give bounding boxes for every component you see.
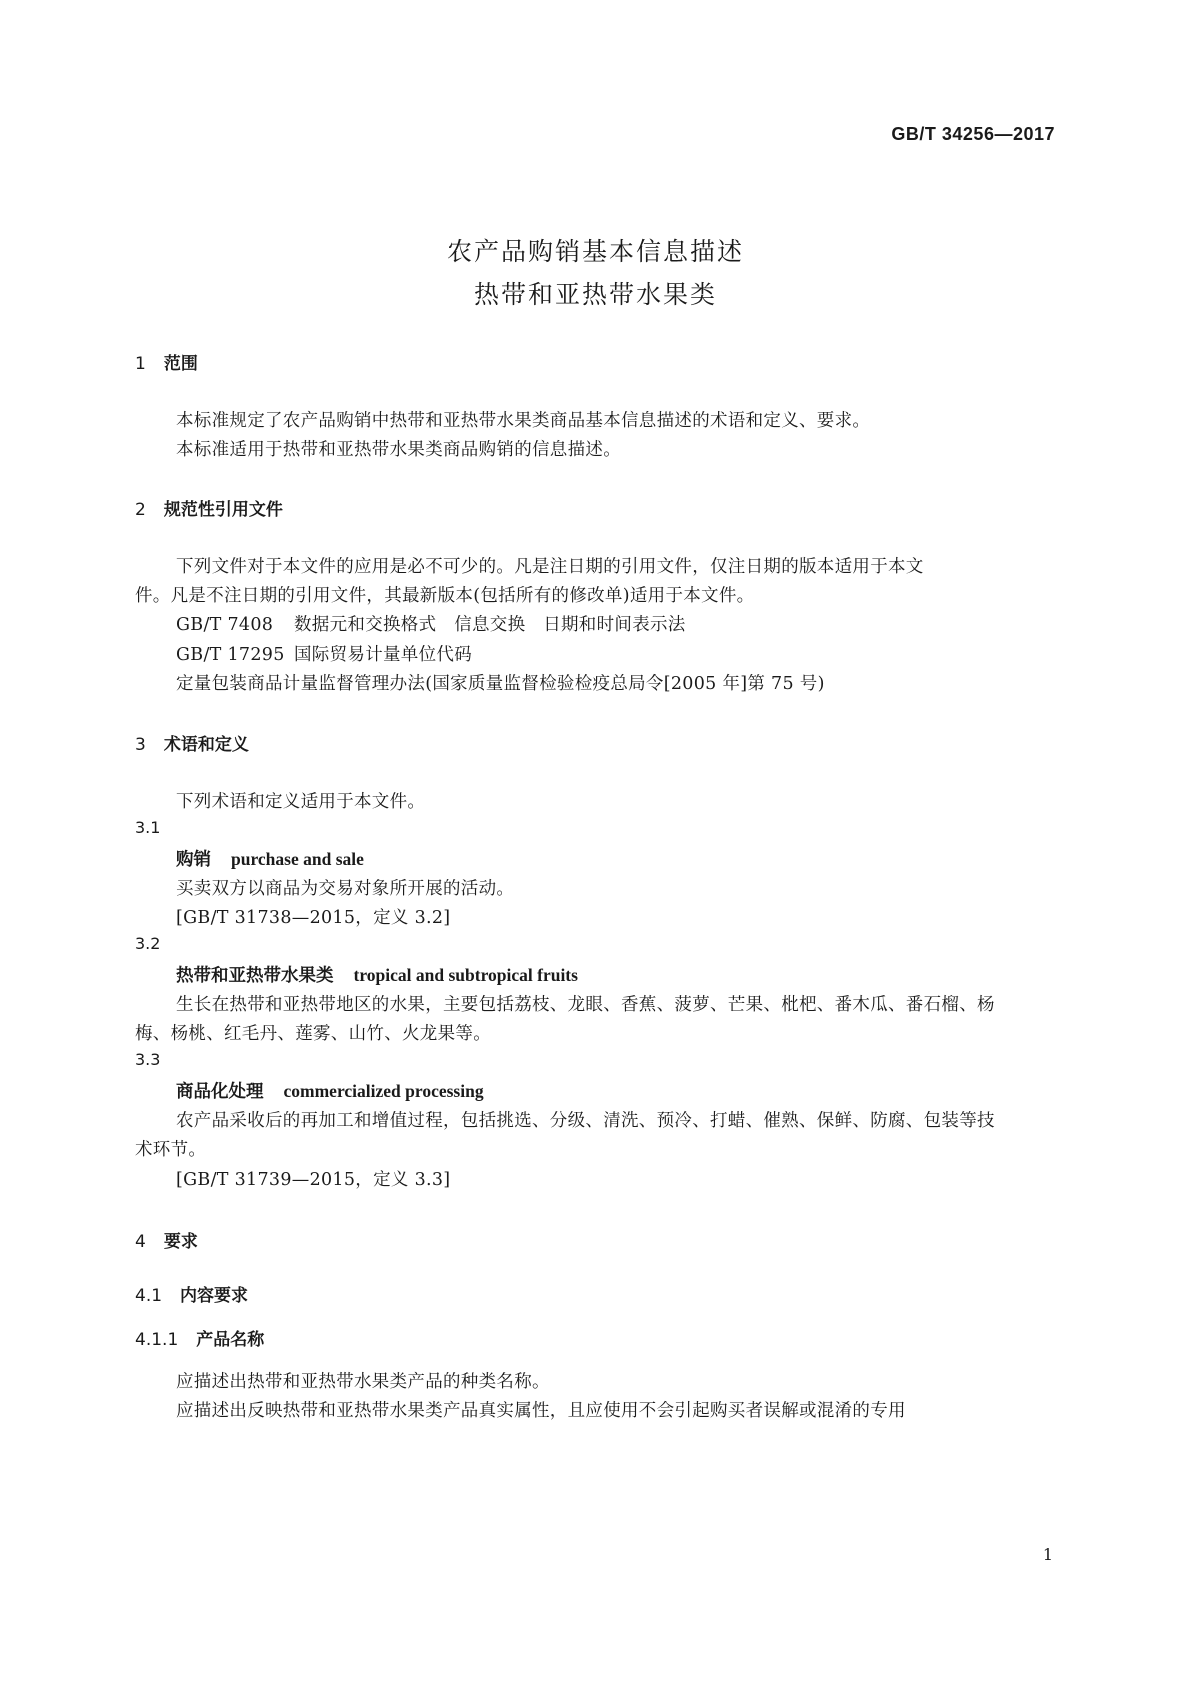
reference-code: GB/T 7408 (176, 615, 274, 635)
section-title: 范围 (163, 354, 198, 374)
section-title: 内容要求 (180, 1286, 249, 1306)
term-definition: 生长在热带和亚热带地区的水果，主要包括荔枝、龙眼、香蕉、菠萝、芒果、枇杷、番木瓜、番石榴、杨 (176, 995, 995, 1015)
subsection-4-1-1-heading (135, 1325, 264, 1350)
section-3-heading (135, 730, 249, 755)
section-number: 4.1.1 (135, 1330, 179, 1350)
term-chinese: 热带和亚热带水果类 (176, 966, 334, 986)
normative-reference (176, 611, 686, 636)
reference-title: 数据元和交换格式 信息交换 日期和时间表示法 (294, 615, 686, 635)
section-title: 产品名称 (196, 1330, 265, 1350)
term-chinese: 购销 (176, 850, 211, 870)
page-number: 1 (1042, 1545, 1053, 1564)
term-definition: 梅、杨桃、红毛丹、莲雾、山竹、火龙果等。 (135, 1024, 491, 1044)
term-chinese: 商品化处理 (176, 1082, 264, 1102)
section-2-heading (135, 495, 283, 520)
section-number: 2 (135, 500, 146, 520)
paragraph: 下列文件对于本文件的应用是必不可少的。凡是注日期的引用文件，仅注日期的版本适用于本文 (176, 557, 924, 577)
section-title: 要求 (163, 1232, 198, 1252)
paragraph: 应描述出反映热带和亚热带水果类产品真实属性，且应使用不会引起购买者误解或混淆的专用 (176, 1401, 906, 1421)
paragraph: 件。凡是不注日期的引用文件，其最新版本(包括所有的修改单)适用于本文件。 (135, 586, 755, 606)
term-entry (176, 962, 578, 987)
standard-code: GB/T 34256—2017 (891, 124, 1055, 144)
term-entry (176, 1078, 484, 1103)
section-number: 1 (135, 354, 146, 374)
term-definition: 术环节。 (135, 1140, 207, 1160)
reference-code: GB/T 17295 (176, 645, 285, 665)
section-number: 4.1 (135, 1286, 163, 1306)
term-source: [GB/T 31739—2015，定义 3.3] (176, 1170, 451, 1190)
normative-reference: 定量包装商品计量监督管理办法(国家质量监督检验检疫总局令[2005 年]第 75 号) (176, 674, 825, 694)
section-title: 规范性引用文件 (163, 500, 283, 520)
section-title: 术语和定义 (163, 735, 249, 755)
term-definition: 买卖双方以商品为交易对象所开展的活动。 (176, 879, 515, 899)
section-number: 4 (135, 1232, 146, 1252)
term-entry (176, 846, 364, 871)
normative-reference (176, 641, 472, 666)
document-title: 农产品购销基本信息描述 (446, 237, 744, 266)
paragraph: 下列术语和定义适用于本文件。 (176, 792, 426, 812)
term-number: 3.1 (135, 818, 161, 837)
document-subtitle: 热带和亚热带水果类 (473, 280, 717, 309)
paragraph: 本标准适用于热带和亚热带水果类商品购销的信息描述。 (176, 440, 621, 460)
section-1-heading (135, 349, 198, 374)
term-number: 3.2 (135, 934, 161, 953)
term-number: 3.3 (135, 1050, 161, 1069)
term-english: purchase and sale (231, 849, 364, 869)
paragraph: 应描述出热带和亚热带水果类产品的种类名称。 (176, 1372, 550, 1392)
term-source: [GB/T 31738—2015，定义 3.2] (176, 908, 451, 928)
section-4-heading (135, 1227, 198, 1252)
section-number: 3 (135, 735, 146, 755)
term-english: tropical and subtropical fruits (353, 965, 578, 985)
subsection-4-1-heading (135, 1281, 248, 1306)
paragraph: 本标准规定了农产品购销中热带和亚热带水果类商品基本信息描述的术语和定义、要求。 (176, 411, 871, 431)
term-english: commercialized processing (283, 1081, 484, 1101)
reference-title: 国际贸易计量单位代码 (294, 645, 472, 665)
term-definition: 农产品采收后的再加工和增值过程，包括挑选、分级、清洗、预冷、打蜡、催熟、保鲜、防腐、包装等技 (176, 1111, 995, 1131)
